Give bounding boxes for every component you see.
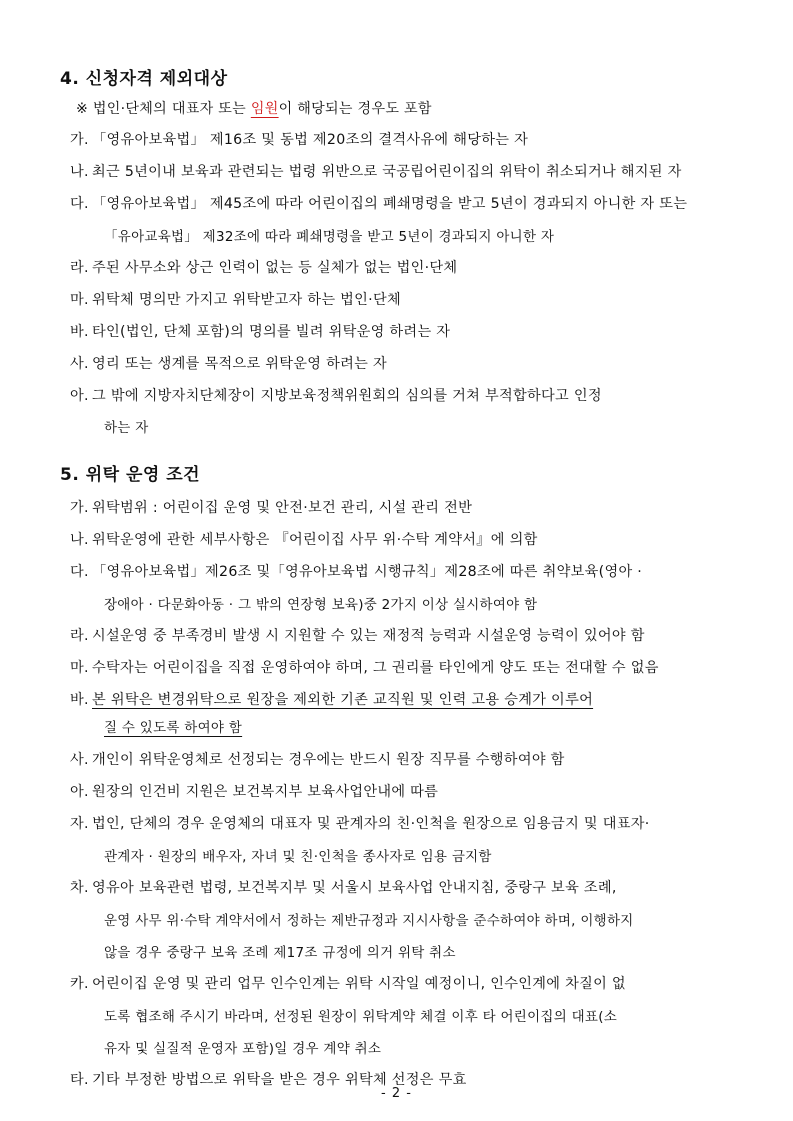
list-item bbox=[70, 877, 740, 897]
list-item-text: 본 위탁은 변경위탁으로 원장을 제외한 기존 교직원 및 인력 고용 승계가 이루어 bbox=[92, 692, 594, 708]
list-item-marker: 아. bbox=[70, 784, 89, 800]
list-item-marker: 다. bbox=[70, 564, 89, 580]
list-item-marker: 라. bbox=[70, 628, 89, 644]
section-4-title: 4. 신청자격 제외대상 bbox=[60, 69, 228, 89]
list-item-text: 영유아 보육관련 법령, 보건복지부 및 서울시 보육사업 안내지침, 중랑구 보육 조례, bbox=[92, 880, 617, 896]
list-item-text: 법인, 단체의 경우 운영체의 대표자 및 관계자의 친·인척을 원장으로 임용금지 및 대표자· bbox=[92, 816, 650, 832]
page-number: - 2 - bbox=[381, 1086, 412, 1101]
list-item-continuation: 유자 및 실질적 운영자 포함)일 경우 계약 취소 bbox=[104, 1041, 382, 1057]
list-item-marker: 자. bbox=[70, 816, 89, 832]
list-item-marker: 나. bbox=[70, 164, 89, 180]
list-item bbox=[70, 193, 740, 213]
list-item bbox=[70, 289, 740, 309]
list-item-marker: 아. bbox=[70, 388, 89, 404]
list-item-text: 타인(법인, 단체 포함)의 명의를 빌려 위탁운영 하려는 자 bbox=[92, 324, 451, 340]
list-item-text: 기타 부정한 방법으로 위탁을 받은 경우 위탁체 선정은 무효 bbox=[92, 1072, 467, 1088]
note-marker: ※ bbox=[76, 101, 89, 117]
list-item-text: 위탁운영에 관한 세부사항은 『어린이집 사무 위·수탁 계약서』에 의함 bbox=[92, 532, 538, 548]
list-item bbox=[70, 625, 740, 645]
list-item bbox=[70, 529, 740, 549]
list-item-marker: 타. bbox=[70, 1072, 89, 1088]
list-item bbox=[70, 129, 740, 149]
list-item-continuation: 않을 경우 중랑구 보육 조례 제17조 규정에 의거 위탁 취소 bbox=[104, 945, 456, 961]
list-item bbox=[70, 561, 740, 581]
list-item bbox=[70, 321, 740, 341]
list-item-text: 「영유아보육법」 제45조에 따라 어린이집의 폐쇄명령을 받고 5년이 경과되지 아니한 자 또는 bbox=[92, 196, 688, 212]
list-item-marker: 가. bbox=[70, 500, 89, 516]
list-item bbox=[70, 781, 740, 801]
section-4-note bbox=[76, 98, 746, 118]
list-item-text: 개인이 위탁운영체로 선정되는 경우에는 반드시 원장 직무를 수행하여야 함 bbox=[92, 752, 565, 768]
list-item-text: 「영유아보육법」제26조 및「영유아보육법 시행규칙」제28조에 따른 취약보육(영아 · bbox=[92, 564, 643, 580]
list-item bbox=[70, 385, 740, 405]
note-text-after: 이 해당되는 경우도 포함 bbox=[278, 101, 432, 117]
list-item-text: 위탁범위 : 어린이집 운영 및 안전·보건 관리, 시설 관리 전반 bbox=[92, 500, 473, 516]
list-item-continuation: 하는 자 bbox=[104, 420, 149, 436]
list-item bbox=[70, 257, 740, 277]
list-item bbox=[70, 973, 740, 993]
list-item-marker: 가. bbox=[70, 132, 89, 148]
list-item bbox=[70, 657, 740, 677]
list-item-text: 최근 5년이내 보육과 관련되는 법령 위반으로 국공립어린이집의 위탁이 취소되거나 해지된 자 bbox=[92, 164, 682, 180]
list-item-marker: 라. bbox=[70, 260, 89, 276]
list-item-continuation bbox=[104, 716, 774, 736]
list-item-text: 시설운영 중 부족경비 발생 시 지원할 수 있는 재정적 능력과 시설운영 능력이 있어야 함 bbox=[92, 628, 645, 644]
list-item-marker: 마. bbox=[70, 292, 89, 308]
list-item-continuation: 관계자 · 원장의 배우자, 자녀 및 친·인척을 종사자로 임용 금지함 bbox=[104, 849, 492, 865]
list-item-marker: 다. bbox=[70, 196, 89, 212]
section-5-title: 5. 위탁 운영 조건 bbox=[60, 465, 201, 485]
list-item-text: 어린이집 운영 및 관리 업무 인수인계는 위탁 시작일 예정이니, 인수인계에 차질이 없 bbox=[92, 976, 626, 992]
list-item-text: 그 밖에 지방자치단체장이 지방보육정책위원회의 심의를 거쳐 부적합하다고 인정 bbox=[92, 388, 602, 404]
list-item-continuation: 「유아교육법」 제32조에 따라 폐쇄명령을 받고 5년이 경과되지 아니한 자 bbox=[104, 229, 555, 245]
list-item-marker: 바. bbox=[70, 324, 89, 340]
list-item bbox=[70, 749, 740, 769]
list-item-continuation: 장애아 · 다문화아동 · 그 밖의 연장형 보육)중 2가지 이상 실시하여야 함 bbox=[104, 597, 538, 613]
list-item bbox=[70, 813, 740, 833]
note-text-before: 법인·단체의 대표자 또는 bbox=[92, 101, 251, 117]
list-item-marker: 사. bbox=[70, 752, 89, 768]
list-item-marker: 카. bbox=[70, 976, 89, 992]
list-item bbox=[70, 353, 740, 373]
list-item-text: 수탁자는 어린이집을 직접 운영하여야 하며, 그 권리를 타인에게 양도 또는 전대할 수 없음 bbox=[92, 660, 659, 676]
list-item-marker: 마. bbox=[70, 660, 89, 676]
list-item-marker: 차. bbox=[70, 880, 89, 896]
list-item-text: 영리 또는 생계를 목적으로 위탁운영 하려는 자 bbox=[92, 356, 387, 372]
list-item-marker: 나. bbox=[70, 532, 89, 548]
note-highlight: 임원 bbox=[250, 101, 279, 117]
list-item-text: 위탁체 명의만 가지고 위탁받고자 하는 법인·단체 bbox=[92, 292, 401, 308]
list-item-continuation: 도록 협조해 주시기 바라며, 선정된 원장이 위탁계약 체결 이후 타 어린이집의 대표(소 bbox=[104, 1009, 618, 1025]
list-item-marker: 사. bbox=[70, 356, 89, 372]
list-item-text: 원장의 인건비 지원은 보건복지부 보육사업안내에 따름 bbox=[92, 784, 439, 800]
list-item bbox=[70, 161, 740, 181]
list-item-marker: 바. bbox=[70, 692, 89, 708]
list-item-continuation: 운영 사무 위·수탁 계약서에서 정하는 제반규정과 지시사항을 준수하여야 하며, 이행하지 bbox=[104, 913, 634, 929]
list-item-text: 주된 사무소와 상근 인력이 없는 등 실체가 없는 법인·단체 bbox=[92, 260, 458, 276]
list-item bbox=[70, 497, 740, 517]
list-item-text: 「영유아보육법」 제16조 및 동법 제20조의 결격사유에 해당하는 자 bbox=[92, 132, 529, 148]
list-item-underlined bbox=[70, 689, 740, 709]
list-item-text: 질 수 있도록 하여야 함 bbox=[104, 720, 243, 736]
